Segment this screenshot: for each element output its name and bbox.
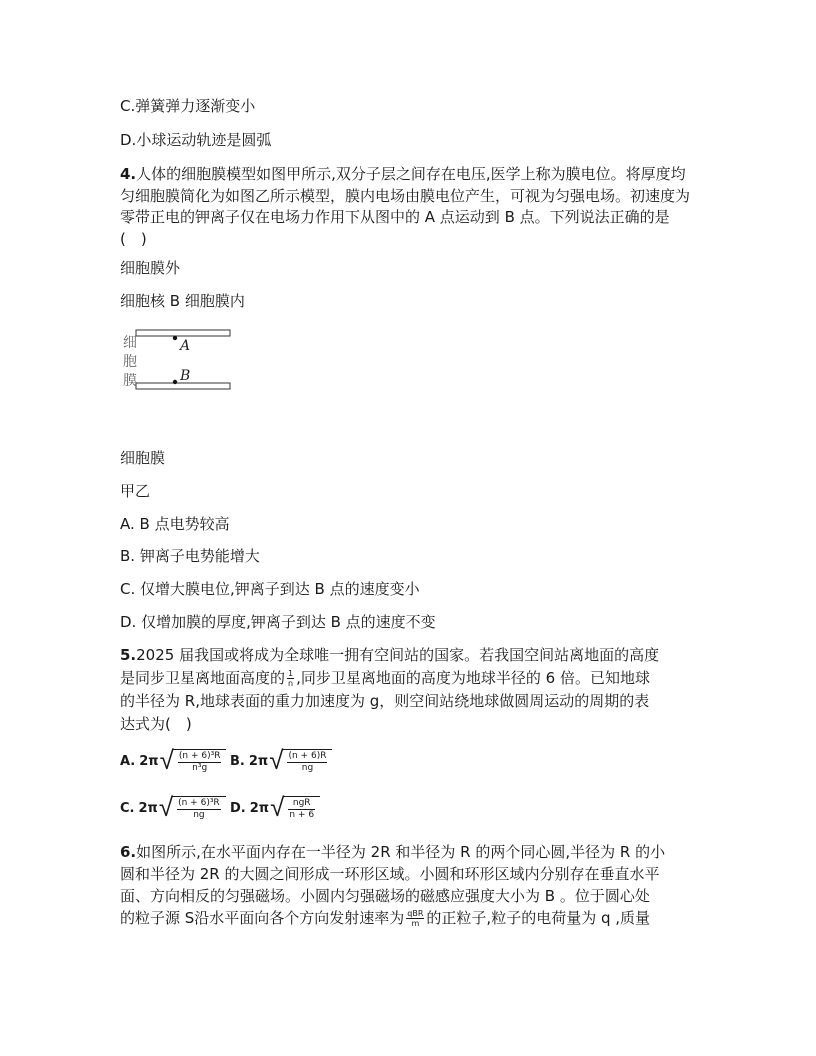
question-6-line-1 <box>120 842 665 862</box>
fraction-numerator: (n + 6)R <box>288 750 327 761</box>
label-nucleus-inside: 细胞核 B 细胞膜内 <box>120 292 245 310</box>
q4-option-d: D. 仅增加膜的厚度,钾离子到达 B 点的速度不变 <box>120 613 436 631</box>
q5-option-c <box>120 795 226 821</box>
fraction-numerator: (n + 6)³R <box>178 750 221 761</box>
membrane-diagram <box>118 322 238 398</box>
question-text: 的粒子源 S沿水平面向各个方向发射速率为 <box>120 909 405 927</box>
q5-option-b <box>230 748 332 774</box>
question-5-line-1 <box>120 645 659 665</box>
question-5-line-3: 的半径为 R,地球表面的重力加速度为 g，则空间站绕地球做圆周运动的周期的表 <box>120 692 650 710</box>
sqrt-expression: √ $\frac{\text{(n + 6)³R}}{\text{n³g}}$ <box>160 748 227 774</box>
question-6-line-2: 圆和半径为 2R 的大圆之间形成一环形区域。小圆和环形区域内分别存在垂直水平 <box>120 865 660 883</box>
option-coefficient: 2π <box>248 753 269 769</box>
option-label: A. <box>120 753 136 769</box>
q5-option-d <box>230 795 320 821</box>
point-b-label: B <box>180 368 191 384</box>
fraction-denominator: n + 6 <box>289 809 315 820</box>
point-a-dot <box>173 336 177 340</box>
question-number: 6. <box>120 843 137 861</box>
point-b-dot <box>173 380 177 384</box>
fraction-numerator: (n + 6)³R <box>178 797 220 808</box>
fraction-denominator: m <box>411 919 420 928</box>
question-6-line-4 <box>120 908 650 928</box>
fraction-denominator: n³g <box>192 762 208 773</box>
option-coefficient: 2π <box>139 753 159 769</box>
question-text: 是同步卫星离地面高度的 <box>120 669 286 687</box>
q4-option-c: C. 仅增大膜电位,钾离子到达 B 点的速度变小 <box>120 580 420 598</box>
sqrt-expression: √ $\frac{(n + 6)R}{ng}$ <box>269 748 332 774</box>
fraction-denominator: ng <box>301 762 314 773</box>
diagram-side-char: 膜 <box>123 373 137 389</box>
question-number: 4. <box>120 165 137 183</box>
question-number: 5. <box>120 646 137 664</box>
q4-option-b: B. 钾离子电势能增大 <box>120 547 260 565</box>
point-a-label: A <box>180 338 191 354</box>
q4-option-a: A. B 点电势较高 <box>120 515 230 533</box>
label-membrane-outside: 细胞膜外 <box>120 259 181 277</box>
question-4 <box>120 164 690 250</box>
fraction-numerator: ngR <box>288 798 315 810</box>
option-label: B. <box>230 753 245 769</box>
label-membrane: 细胞膜 <box>120 449 166 467</box>
option-coefficient: 2π <box>249 800 270 816</box>
question-text: 如图所示,在水平面内存在一半径为 2R 和半径为 R 的两个同心圆,半径为 R 的小 <box>136 843 666 861</box>
fraction-numerator: 1 <box>288 669 294 678</box>
fraction-1-over-n <box>287 669 294 688</box>
sqrt-expression: √ $\frac{\text{ngR}}{n + 6}$ <box>270 795 320 821</box>
label-jia-yi: 甲乙 <box>120 482 151 500</box>
sqrt-expression: √ $\frac{\text{(n + 6)³R}}{ng}$ <box>159 795 226 821</box>
question-text: ,同步卫星离地面的高度为地球半径的 6 倍。已知地球 <box>296 669 650 687</box>
fraction-denominator: n <box>288 679 294 688</box>
q3-option-c: C.弹簧弹力逐渐变小 <box>120 97 256 115</box>
fraction-denominator: ng <box>193 809 205 820</box>
diagram-side-char: 胞 <box>123 354 137 370</box>
question-text: 人体的细胞膜模型如图甲所示,双分子层之间存在电压,医学上称为膜电位。将厚度均匀细胞膜简化为如图乙所示模型，膜内电场由膜电位产生，可视为匀强电场。初速度为零带正电的钾离子仅在电场力作用下从图中的 A 点运动到 B 点。下列说法正确的是( ) <box>120 165 691 248</box>
fraction-qbr-over-m <box>406 909 424 928</box>
question-5-line-4: 达式为( ) <box>120 715 192 733</box>
option-label: C. <box>120 800 135 816</box>
question-text: 的正粒子,粒子的电荷量为 q ,质量 <box>426 909 651 927</box>
q5-option-a <box>120 748 226 774</box>
option-coefficient: 2π <box>138 800 158 816</box>
diagram-side-char: 细 <box>123 335 137 351</box>
fraction-numerator: qBR <box>407 909 424 918</box>
option-label: D. <box>230 800 246 816</box>
q3-option-d: D.小球运动轨迹是圆弧 <box>120 131 272 149</box>
question-6-line-3: 面、方向相反的匀强磁场。小圆内匀强磁场的磁感应强度大小为 B 。位于圆心处 <box>120 887 650 905</box>
question-text: 2025 届我国或将成为全球唯一拥有空间站的国家。若我国空间站离地面的高度 <box>136 646 660 664</box>
question-5-line-2 <box>120 668 650 688</box>
